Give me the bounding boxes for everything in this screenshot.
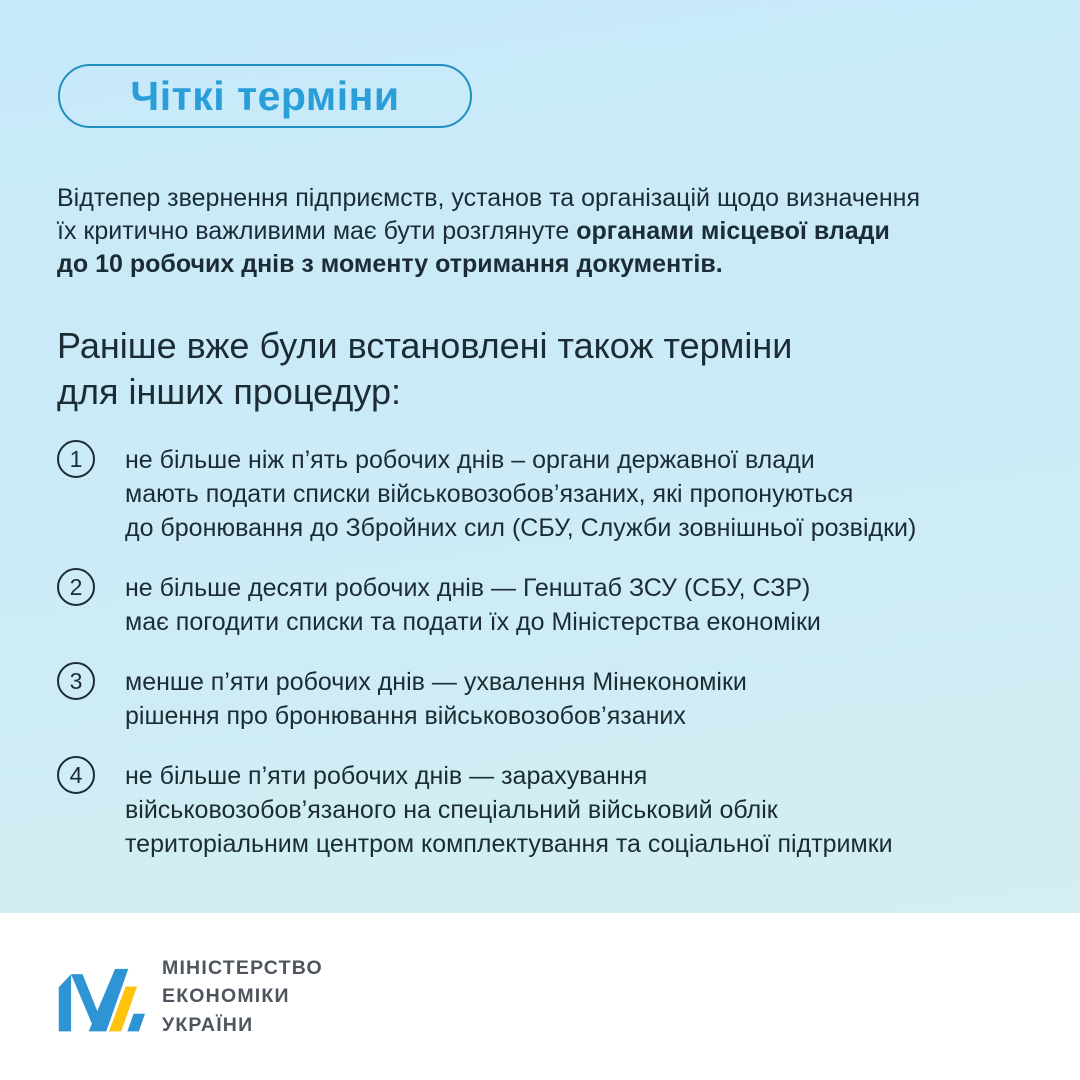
item-1-line-3: до бронювання до Збройних сил (СБУ, Служби зовнішньої розвідки) bbox=[125, 514, 917, 542]
intro-line-2-bold: органами місцевої влади bbox=[576, 217, 890, 245]
footer-band bbox=[0, 913, 1080, 1080]
ministry-text-line-3: УКРАЇНИ bbox=[162, 1013, 254, 1036]
subtitle-line-2: для інших процедур: bbox=[57, 371, 401, 412]
list-item-4 bbox=[57, 759, 1023, 861]
item-3-line-2: рішення про бронювання військовозобов’язаних bbox=[125, 702, 686, 730]
item-1-line-1: не більше ніж п’ять робочих днів – органи державної влади bbox=[125, 446, 815, 474]
item-4-line-2: військовозобов’язаного на спеціальний військовий облік bbox=[125, 796, 778, 824]
item-4-number: 4 bbox=[69, 761, 83, 788]
intro-line-3 bbox=[57, 248, 1023, 281]
page-title: Чіткі терміни bbox=[130, 72, 400, 119]
ministry-logo-text bbox=[162, 954, 323, 1040]
subtitle-line-1: Раніше вже були встановлені також терміни bbox=[57, 325, 793, 366]
item-2-line-1: не більше десяти робочих днів — Генштаб ЗСУ (СБУ, СЗР) bbox=[125, 574, 811, 602]
item-3-number-badge bbox=[57, 662, 95, 700]
item-2-number: 2 bbox=[69, 573, 83, 600]
ministry-text-line-2: ЕКОНОМІКИ bbox=[162, 985, 290, 1008]
item-4-number-badge bbox=[57, 756, 95, 794]
list-item-3 bbox=[57, 665, 1023, 733]
intro-line-3-bold: до 10 робочих днів з моменту отримання документів. bbox=[57, 250, 723, 278]
item-2-text bbox=[125, 571, 821, 639]
list-item-2 bbox=[57, 571, 1023, 639]
item-1-number: 1 bbox=[69, 445, 83, 472]
item-1-number-badge bbox=[57, 440, 95, 478]
intro-line-2 bbox=[57, 215, 1023, 248]
numbered-list bbox=[57, 443, 1023, 861]
title-badge bbox=[58, 64, 472, 128]
item-4-line-1: не більше п’яти робочих днів — зарахування bbox=[125, 762, 648, 790]
intro-line-2-normal: їх критично важливими має бути розглянуте bbox=[57, 217, 577, 245]
ministry-logo bbox=[57, 954, 323, 1040]
intro-line-1: Відтепер звернення підприємств, установ та організацій щодо визначення bbox=[57, 184, 920, 212]
list-item-1 bbox=[57, 443, 1023, 545]
item-4-line-3: територіальним центром комплектування та соціальної підтримки bbox=[125, 830, 893, 858]
poster-content bbox=[57, 0, 1023, 861]
item-4-text bbox=[125, 759, 893, 861]
item-3-line-1: менше п’яти робочих днів — ухвалення Мінекономіки bbox=[125, 668, 747, 696]
item-3-number: 3 bbox=[69, 667, 83, 694]
item-3-text bbox=[125, 665, 747, 733]
ministry-text-line-1: МІНІСТЕРСТВО bbox=[162, 956, 323, 979]
intro-paragraph bbox=[57, 182, 1023, 281]
ministry-logo-m-icon bbox=[57, 962, 145, 1032]
item-1-line-2: мають подати списки військовозобов’язаних, які пропонуються bbox=[125, 480, 854, 508]
item-2-number-badge bbox=[57, 568, 95, 606]
item-1-text bbox=[125, 443, 916, 545]
section-subtitle bbox=[57, 323, 1023, 415]
item-2-line-2: має погодити списки та подати їх до Міністерства економіки bbox=[125, 608, 821, 636]
